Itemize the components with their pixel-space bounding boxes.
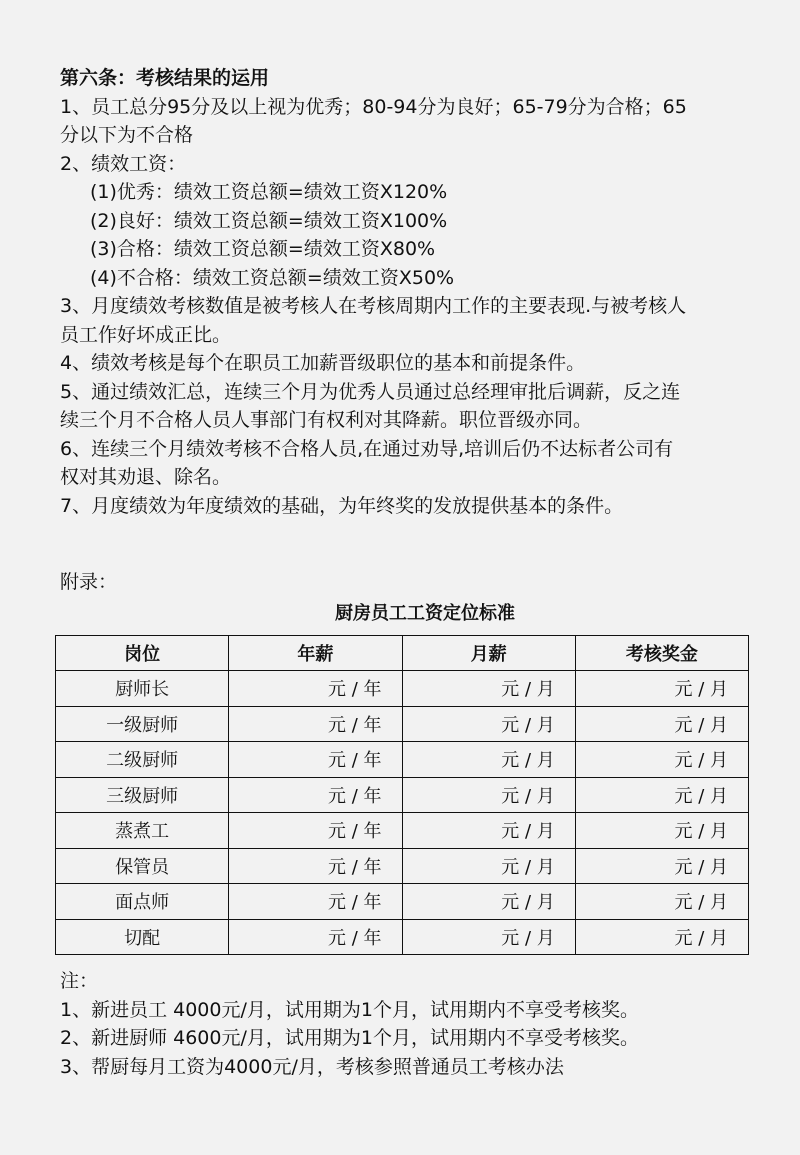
article-line: 1、员工总分95分及以上视为优秀；80-94分为良好；65-79分为合格；65 — [60, 95, 687, 118]
note-line: 3、帮厨每月工资为4000元/月，考核参照普通员工考核办法 — [60, 1055, 564, 1078]
table-row — [56, 848, 749, 884]
header-position: 岗位 — [56, 635, 229, 671]
article-line: 续三个月不合格人员人事部门有权利对其降薪。职位晋级亦同。 — [60, 409, 593, 431]
article-line: 4、绩效考核是每个在职员工加薪晋级职位的基本和前提条件。 — [60, 352, 586, 374]
note-line: 2、新进厨师 4600元/月，试用期为1个月，试用期内不享受考核奖。 — [60, 1027, 639, 1049]
article-line: 5、通过绩效汇总，连续三个月为优秀人员通过总经理审批后调薪，反之连 — [60, 380, 681, 403]
table-row — [56, 671, 749, 707]
cell-position: 厨师长 — [56, 671, 229, 707]
article-line: 权对其劝退、除名。 — [60, 466, 232, 488]
cell-monthly: 元 / 月 — [402, 777, 575, 813]
article-line: 3、月度绩效考核数值是被考核人在考核周期内工作的主要表现.与被考核人 — [60, 295, 687, 317]
table-row — [56, 813, 749, 849]
header-bonus: 考核奖金 — [575, 635, 748, 671]
cell-position: 蒸煮工 — [56, 813, 229, 849]
table-header-row — [56, 635, 749, 671]
cell-annual: 元 / 年 — [229, 742, 402, 778]
cell-monthly: 元 / 月 — [402, 706, 575, 742]
note-line: 1、新进员工 4000元/月，试用期为1个月，试用期内不享受考核奖。 — [60, 998, 639, 1021]
document-page — [60, 64, 760, 1081]
cell-monthly: 元 / 月 — [402, 848, 575, 884]
cell-annual: 元 / 年 — [229, 848, 402, 884]
cell-monthly: 元 / 月 — [402, 919, 575, 955]
table-row — [56, 742, 749, 778]
cell-monthly: 元 / 月 — [402, 742, 575, 778]
notes-label: 注： — [60, 970, 99, 992]
cell-position: 保管员 — [56, 848, 229, 884]
article-subline: (4)不合格：绩效工资总额=绩效工资X50% — [90, 266, 455, 289]
notes-section — [60, 967, 760, 1081]
article-line: 2、绩效工资： — [60, 152, 187, 175]
cell-bonus: 元 / 月 — [575, 671, 748, 707]
cell-monthly: 元 / 月 — [402, 884, 575, 920]
table-row — [56, 777, 749, 813]
header-monthly-salary: 月薪 — [402, 635, 575, 671]
cell-position: 一级厨师 — [56, 706, 229, 742]
cell-bonus: 元 / 月 — [575, 919, 748, 955]
table-row — [56, 919, 749, 955]
cell-bonus: 元 / 月 — [575, 813, 748, 849]
cell-bonus: 元 / 月 — [575, 848, 748, 884]
article-line: 员工作好坏成正比。 — [60, 323, 232, 346]
table-title: 厨房员工工资定位标准 — [335, 602, 515, 624]
salary-table — [55, 635, 749, 956]
cell-position: 二级厨师 — [56, 742, 229, 778]
article-subline: (1)优秀：绩效工资总额=绩效工资X120% — [90, 181, 448, 203]
cell-annual: 元 / 年 — [229, 706, 402, 742]
cell-monthly: 元 / 月 — [402, 813, 575, 849]
table-row — [56, 706, 749, 742]
cell-annual: 元 / 年 — [229, 919, 402, 955]
cell-bonus: 元 / 月 — [575, 742, 748, 778]
table-row — [56, 884, 749, 920]
cell-bonus: 元 / 月 — [575, 706, 748, 742]
cell-bonus: 元 / 月 — [575, 884, 748, 920]
cell-bonus: 元 / 月 — [575, 777, 748, 813]
appendix-label: 附录： — [60, 571, 118, 593]
cell-annual: 元 / 年 — [229, 671, 402, 707]
header-annual-salary: 年薪 — [229, 635, 402, 671]
article-subline: (2)良好：绩效工资总额=绩效工资X100% — [90, 209, 448, 232]
article-line: 7、月度绩效为年度绩效的基础，为年终奖的发放提供基本的条件。 — [60, 494, 624, 517]
article-line: 分以下为不合格 — [60, 124, 194, 146]
cell-monthly: 元 / 月 — [402, 671, 575, 707]
cell-annual: 元 / 年 — [229, 777, 402, 813]
cell-position: 三级厨师 — [56, 777, 229, 813]
article-line: 6、连续三个月绩效考核不合格人员,在通过劝导,培训后仍不达标者公司有 — [60, 437, 674, 460]
article-heading: 第六条：考核结果的运用 — [60, 67, 270, 89]
cell-annual: 元 / 年 — [229, 884, 402, 920]
article-subline: (3)合格：绩效工资总额=绩效工资X80% — [90, 238, 436, 260]
cell-position: 切配 — [56, 919, 229, 955]
cell-position: 面点师 — [56, 884, 229, 920]
cell-annual: 元 / 年 — [229, 813, 402, 849]
